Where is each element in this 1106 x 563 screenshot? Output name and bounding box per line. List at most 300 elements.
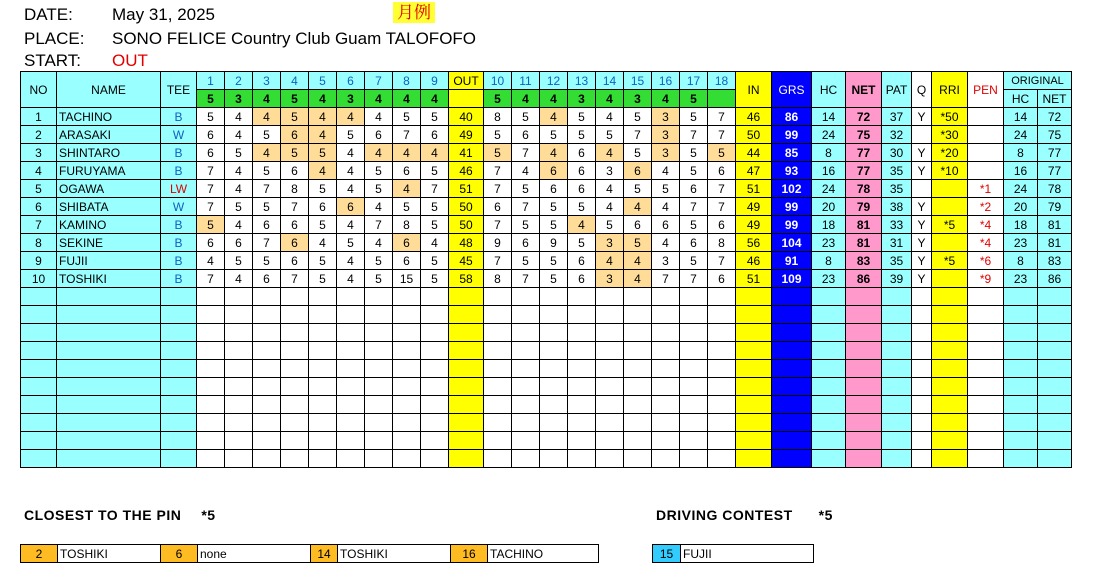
hole-score bbox=[680, 414, 708, 432]
qualified-flag bbox=[912, 180, 932, 198]
hole-score: 5 bbox=[365, 180, 393, 198]
place-line bbox=[24, 29, 476, 49]
hole-score bbox=[540, 360, 568, 378]
original-hc bbox=[1004, 396, 1038, 414]
hole-score: 3 bbox=[596, 270, 624, 288]
hole-score: 5 bbox=[365, 252, 393, 270]
hole-score bbox=[281, 414, 309, 432]
hole-score: 4 bbox=[512, 162, 540, 180]
qualified-flag bbox=[912, 360, 932, 378]
hole-score: 6 bbox=[680, 234, 708, 252]
original-hc: 24 bbox=[1004, 126, 1038, 144]
hole-score bbox=[253, 342, 281, 360]
hole-score: 5 bbox=[253, 252, 281, 270]
hole-score bbox=[680, 360, 708, 378]
out-total: 46 bbox=[449, 162, 484, 180]
par-cell: 4 bbox=[540, 90, 568, 108]
penalty bbox=[968, 342, 1004, 360]
hole-score bbox=[484, 414, 512, 432]
hole-score bbox=[253, 288, 281, 306]
putts: 35 bbox=[882, 252, 912, 270]
player-no bbox=[21, 306, 57, 324]
col-header-hole: 6 bbox=[337, 72, 365, 90]
par-cell: 5 bbox=[281, 90, 309, 108]
hole-score bbox=[512, 306, 540, 324]
hole-score bbox=[281, 432, 309, 450]
closest-to-pin-table bbox=[20, 544, 599, 563]
par-cell: 4 bbox=[421, 90, 449, 108]
player-no bbox=[21, 432, 57, 450]
hole-score bbox=[337, 450, 365, 468]
hole-score bbox=[596, 378, 624, 396]
ctp-hole: 6 bbox=[161, 545, 198, 563]
hole-score bbox=[337, 432, 365, 450]
out-total bbox=[449, 414, 484, 432]
hole-score: 4 bbox=[652, 162, 680, 180]
hole-score bbox=[365, 360, 393, 378]
hole-score: 6 bbox=[708, 216, 736, 234]
col-header-hole: 7 bbox=[365, 72, 393, 90]
handicap bbox=[812, 414, 846, 432]
original-hc: 8 bbox=[1004, 144, 1038, 162]
hole-score bbox=[624, 432, 652, 450]
hole-score: 5 bbox=[197, 216, 225, 234]
hole-score bbox=[484, 450, 512, 468]
penalty: *1 bbox=[968, 180, 1004, 198]
player-no: 6 bbox=[21, 198, 57, 216]
hole-score: 4 bbox=[225, 180, 253, 198]
hole-score: 5 bbox=[393, 108, 421, 126]
hole-score bbox=[540, 324, 568, 342]
player-no: 5 bbox=[21, 180, 57, 198]
hole-score bbox=[484, 396, 512, 414]
in-total bbox=[736, 396, 772, 414]
in-total: 50 bbox=[736, 126, 772, 144]
penalty bbox=[968, 126, 1004, 144]
player-no bbox=[21, 396, 57, 414]
hole-score: 7 bbox=[197, 198, 225, 216]
hole-score: 7 bbox=[708, 252, 736, 270]
qualified-flag bbox=[912, 324, 932, 342]
net-score: 79 bbox=[846, 198, 882, 216]
hole-score: 5 bbox=[708, 144, 736, 162]
hole-score: 8 bbox=[484, 108, 512, 126]
penalty: *4 bbox=[968, 234, 1004, 252]
hole-score bbox=[484, 342, 512, 360]
out-total bbox=[449, 324, 484, 342]
hole-score bbox=[596, 360, 624, 378]
driving-prize: *5 bbox=[818, 507, 833, 523]
hole-score bbox=[708, 414, 736, 432]
hole-score: 4 bbox=[652, 198, 680, 216]
out-total bbox=[449, 306, 484, 324]
player-name: ARASAKI bbox=[57, 126, 161, 144]
qualified-flag bbox=[912, 342, 932, 360]
in-total: 51 bbox=[736, 180, 772, 198]
hole-score bbox=[365, 396, 393, 414]
hole-score bbox=[512, 324, 540, 342]
hole-score bbox=[197, 324, 225, 342]
hole-score bbox=[540, 432, 568, 450]
hole-score: 5 bbox=[309, 270, 337, 288]
start-line bbox=[24, 51, 148, 71]
hole-score bbox=[624, 306, 652, 324]
player-row bbox=[21, 108, 1072, 126]
original-net bbox=[1038, 378, 1072, 396]
penalty bbox=[968, 396, 1004, 414]
out-total: 49 bbox=[449, 126, 484, 144]
hole-score: 3 bbox=[652, 126, 680, 144]
player-row bbox=[21, 180, 1072, 198]
hole-score bbox=[197, 378, 225, 396]
net-score bbox=[846, 288, 882, 306]
hole-score bbox=[421, 396, 449, 414]
player-no bbox=[21, 414, 57, 432]
hole-score: 9 bbox=[484, 234, 512, 252]
qualified-flag bbox=[912, 432, 932, 450]
hole-score: 4 bbox=[309, 162, 337, 180]
hole-score: 4 bbox=[624, 252, 652, 270]
handicap bbox=[812, 288, 846, 306]
hole-score: 7 bbox=[680, 270, 708, 288]
out-total: 40 bbox=[449, 108, 484, 126]
penalty: *9 bbox=[968, 270, 1004, 288]
handicap: 8 bbox=[812, 144, 846, 162]
date-label: DATE: bbox=[24, 5, 73, 24]
hole-score: 7 bbox=[484, 252, 512, 270]
handicap: 16 bbox=[812, 162, 846, 180]
hole-score: 5 bbox=[225, 198, 253, 216]
hole-score: 5 bbox=[680, 216, 708, 234]
hole-score: 4 bbox=[540, 108, 568, 126]
hole-score: 5 bbox=[540, 252, 568, 270]
hole-score bbox=[484, 324, 512, 342]
qualified-flag bbox=[912, 450, 932, 468]
col-header-out: OUT bbox=[449, 72, 484, 90]
hole-score: 5 bbox=[484, 144, 512, 162]
hole-score: 5 bbox=[540, 198, 568, 216]
hole-score bbox=[596, 306, 624, 324]
hole-score bbox=[225, 450, 253, 468]
putts bbox=[882, 288, 912, 306]
net-score: 81 bbox=[846, 216, 882, 234]
player-name bbox=[57, 306, 161, 324]
hole-score: 5 bbox=[225, 252, 253, 270]
qualified-flag bbox=[912, 414, 932, 432]
player-no: 3 bbox=[21, 144, 57, 162]
in-total bbox=[736, 360, 772, 378]
putts bbox=[882, 342, 912, 360]
out-total bbox=[449, 450, 484, 468]
hole-score: 5 bbox=[225, 144, 253, 162]
hole-score bbox=[596, 432, 624, 450]
hole-score bbox=[253, 396, 281, 414]
out-total: 45 bbox=[449, 252, 484, 270]
rri-prize bbox=[932, 360, 968, 378]
hole-score: 4 bbox=[225, 108, 253, 126]
handicap bbox=[812, 378, 846, 396]
putts: 35 bbox=[882, 180, 912, 198]
hole-score bbox=[225, 414, 253, 432]
rri-prize bbox=[932, 414, 968, 432]
empty-row bbox=[21, 378, 1072, 396]
original-net bbox=[1038, 432, 1072, 450]
player-tee: W bbox=[161, 126, 197, 144]
gross-score: 86 bbox=[772, 108, 812, 126]
hole-score: 5 bbox=[309, 144, 337, 162]
penalty bbox=[968, 324, 1004, 342]
hole-score: 4 bbox=[596, 144, 624, 162]
hole-score bbox=[197, 432, 225, 450]
player-name: SEKINE bbox=[57, 234, 161, 252]
col-header-pen: PEN bbox=[968, 72, 1004, 108]
net-score: 81 bbox=[846, 234, 882, 252]
hole-score bbox=[197, 450, 225, 468]
hole-score bbox=[253, 324, 281, 342]
putts bbox=[882, 396, 912, 414]
hole-score bbox=[421, 288, 449, 306]
putts bbox=[882, 378, 912, 396]
original-net bbox=[1038, 324, 1072, 342]
hole-score bbox=[281, 378, 309, 396]
hole-score bbox=[337, 324, 365, 342]
hole-score: 6 bbox=[568, 270, 596, 288]
qualified-flag: Y bbox=[912, 252, 932, 270]
par-cell: 3 bbox=[568, 90, 596, 108]
qualified-flag: Y bbox=[912, 198, 932, 216]
player-tee: LW bbox=[161, 180, 197, 198]
hole-score bbox=[708, 378, 736, 396]
hole-score: 6 bbox=[365, 126, 393, 144]
hole-score: 6 bbox=[568, 162, 596, 180]
original-net: 79 bbox=[1038, 198, 1072, 216]
hole-score: 5 bbox=[512, 216, 540, 234]
hole-score bbox=[421, 324, 449, 342]
hole-score: 4 bbox=[337, 252, 365, 270]
hole-score: 5 bbox=[568, 198, 596, 216]
hole-score bbox=[624, 378, 652, 396]
col-header-q: Q bbox=[912, 72, 932, 108]
putts: 30 bbox=[882, 144, 912, 162]
hole-score: 4 bbox=[652, 234, 680, 252]
original-net bbox=[1038, 450, 1072, 468]
hole-score: 6 bbox=[253, 216, 281, 234]
hole-score bbox=[197, 306, 225, 324]
qualified-flag: Y bbox=[912, 216, 932, 234]
hole-score bbox=[708, 324, 736, 342]
col-header-hole: 18 bbox=[708, 72, 736, 90]
hole-score: 6 bbox=[281, 162, 309, 180]
hole-score: 3 bbox=[652, 252, 680, 270]
player-name bbox=[57, 360, 161, 378]
player-no bbox=[21, 342, 57, 360]
original-net: 81 bbox=[1038, 216, 1072, 234]
hole-score bbox=[540, 396, 568, 414]
col-header-hole: 13 bbox=[568, 72, 596, 90]
hole-score: 7 bbox=[281, 198, 309, 216]
putts bbox=[882, 324, 912, 342]
hole-score: 5 bbox=[624, 108, 652, 126]
in-total bbox=[736, 414, 772, 432]
hole-score bbox=[568, 288, 596, 306]
empty-row bbox=[21, 450, 1072, 468]
original-net: 86 bbox=[1038, 270, 1072, 288]
hole-score bbox=[568, 378, 596, 396]
col-header-hole: 5 bbox=[309, 72, 337, 90]
hole-score bbox=[365, 378, 393, 396]
rri-prize: *5 bbox=[932, 216, 968, 234]
hole-score: 7 bbox=[253, 234, 281, 252]
hole-score bbox=[624, 396, 652, 414]
player-name bbox=[57, 450, 161, 468]
hole-score: 6 bbox=[197, 126, 225, 144]
hole-score: 5 bbox=[253, 126, 281, 144]
col-header-hole: 9 bbox=[421, 72, 449, 90]
hole-score bbox=[540, 342, 568, 360]
hole-score: 6 bbox=[337, 198, 365, 216]
player-tee: B bbox=[161, 270, 197, 288]
col-header-original: ORIGINAL bbox=[1004, 72, 1072, 90]
original-hc bbox=[1004, 432, 1038, 450]
gross-score: 102 bbox=[772, 180, 812, 198]
net-score bbox=[846, 432, 882, 450]
col-header-hc: HC bbox=[812, 72, 846, 108]
hole-score bbox=[484, 432, 512, 450]
hole-score: 5 bbox=[680, 252, 708, 270]
hole-score bbox=[484, 378, 512, 396]
original-hc bbox=[1004, 288, 1038, 306]
player-no: 10 bbox=[21, 270, 57, 288]
hole-score bbox=[253, 432, 281, 450]
net-score: 77 bbox=[846, 144, 882, 162]
hole-score bbox=[197, 342, 225, 360]
net-score: 77 bbox=[846, 162, 882, 180]
original-net: 75 bbox=[1038, 126, 1072, 144]
penalty bbox=[968, 306, 1004, 324]
hole-score bbox=[393, 396, 421, 414]
player-tee bbox=[161, 288, 197, 306]
hole-score: 5 bbox=[337, 126, 365, 144]
closest-to-pin-title: CLOSEST TO THE PIN *5 bbox=[24, 507, 216, 523]
rri-prize bbox=[932, 378, 968, 396]
hole-score bbox=[393, 360, 421, 378]
penalty bbox=[968, 144, 1004, 162]
hole-score: 4 bbox=[421, 234, 449, 252]
hole-score bbox=[309, 324, 337, 342]
player-name: TACHINO bbox=[57, 108, 161, 126]
driving-contest-title: DRIVING CONTEST *5 bbox=[656, 507, 833, 523]
ctp-hole: 14 bbox=[311, 545, 338, 563]
rri-prize: *20 bbox=[932, 144, 968, 162]
hole-score: 6 bbox=[624, 162, 652, 180]
hole-score: 7 bbox=[484, 180, 512, 198]
player-no bbox=[21, 324, 57, 342]
hole-score bbox=[281, 324, 309, 342]
hole-score bbox=[680, 378, 708, 396]
in-total bbox=[736, 288, 772, 306]
par-cell: 3 bbox=[624, 90, 652, 108]
rri-prize bbox=[932, 432, 968, 450]
hole-score bbox=[253, 378, 281, 396]
out-total bbox=[449, 432, 484, 450]
original-hc: 14 bbox=[1004, 108, 1038, 126]
hole-score bbox=[652, 306, 680, 324]
hole-score bbox=[253, 414, 281, 432]
hole-score bbox=[708, 396, 736, 414]
in-total: 46 bbox=[736, 108, 772, 126]
hole-score bbox=[708, 288, 736, 306]
hole-score bbox=[512, 414, 540, 432]
hole-score: 5 bbox=[421, 252, 449, 270]
original-net bbox=[1038, 306, 1072, 324]
hole-score bbox=[197, 360, 225, 378]
original-hc: 23 bbox=[1004, 234, 1038, 252]
in-total bbox=[736, 378, 772, 396]
player-tee bbox=[161, 324, 197, 342]
hole-score bbox=[484, 306, 512, 324]
hole-score bbox=[596, 396, 624, 414]
empty-row bbox=[21, 324, 1072, 342]
qualified-flag bbox=[912, 288, 932, 306]
hole-score bbox=[365, 342, 393, 360]
handicap bbox=[812, 432, 846, 450]
hole-score bbox=[197, 288, 225, 306]
gross-score bbox=[772, 342, 812, 360]
hole-score: 5 bbox=[421, 198, 449, 216]
hole-score: 6 bbox=[393, 162, 421, 180]
net-score: 78 bbox=[846, 180, 882, 198]
hole-score: 5 bbox=[540, 216, 568, 234]
hole-score: 8 bbox=[393, 216, 421, 234]
player-name bbox=[57, 378, 161, 396]
hole-score: 8 bbox=[484, 270, 512, 288]
gross-score bbox=[772, 396, 812, 414]
original-hc bbox=[1004, 360, 1038, 378]
rri-prize: *5 bbox=[932, 252, 968, 270]
hole-score: 6 bbox=[421, 126, 449, 144]
hole-score: 6 bbox=[281, 216, 309, 234]
penalty: *4 bbox=[968, 216, 1004, 234]
par-cell bbox=[708, 90, 736, 108]
hole-score bbox=[568, 360, 596, 378]
player-no bbox=[21, 360, 57, 378]
col-header-hole: 15 bbox=[624, 72, 652, 90]
hole-score bbox=[309, 432, 337, 450]
out-total: 50 bbox=[449, 198, 484, 216]
hole-score: 6 bbox=[512, 234, 540, 252]
empty-row bbox=[21, 342, 1072, 360]
par-cell: 4 bbox=[309, 90, 337, 108]
handicap bbox=[812, 342, 846, 360]
hole-score: 5 bbox=[365, 270, 393, 288]
hole-score bbox=[680, 342, 708, 360]
gross-score: 99 bbox=[772, 198, 812, 216]
player-tee: W bbox=[161, 198, 197, 216]
hole-score bbox=[309, 378, 337, 396]
hole-score: 4 bbox=[225, 270, 253, 288]
hole-score bbox=[337, 306, 365, 324]
hole-score bbox=[281, 288, 309, 306]
gross-score: 104 bbox=[772, 234, 812, 252]
in-total: 51 bbox=[736, 270, 772, 288]
hole-score: 5 bbox=[337, 234, 365, 252]
player-name bbox=[57, 288, 161, 306]
hole-score bbox=[393, 378, 421, 396]
gross-score bbox=[772, 450, 812, 468]
hole-score bbox=[540, 288, 568, 306]
par-cell: 4 bbox=[512, 90, 540, 108]
hole-score: 4 bbox=[365, 234, 393, 252]
